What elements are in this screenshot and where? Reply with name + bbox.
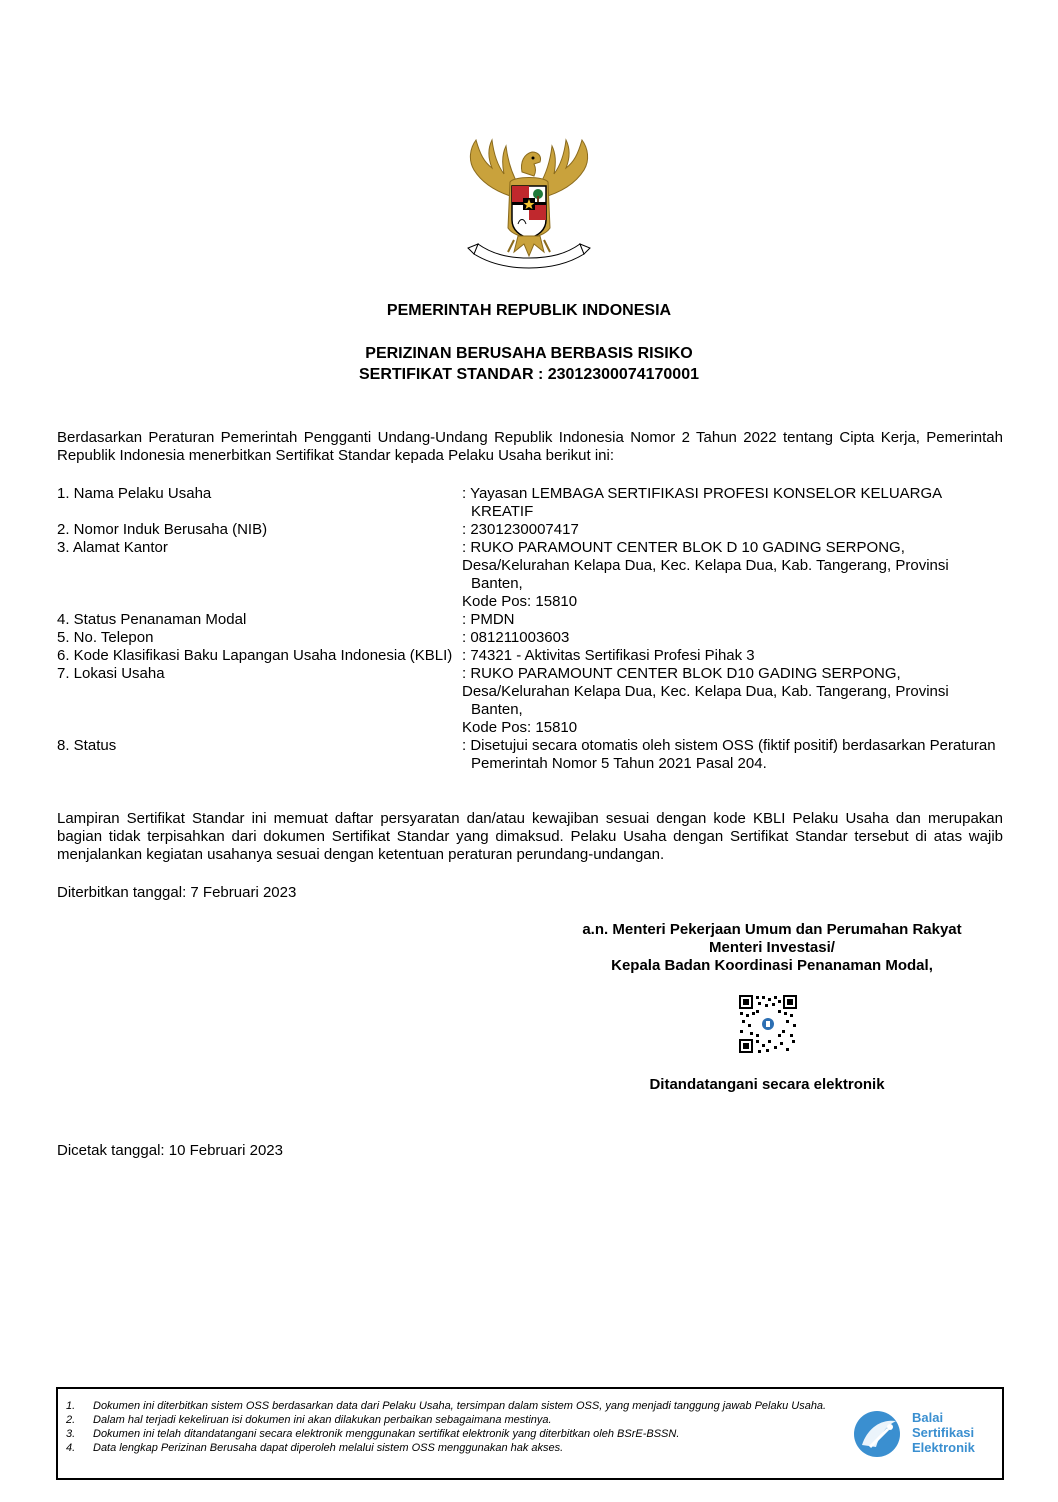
list-item (66, 1441, 856, 1455)
signer-line: Kepala Badan Koordinasi Penanaman Modal, (611, 957, 933, 974)
field-value-line: Kode Pos: 15810 (462, 593, 578, 610)
list-item (66, 1413, 856, 1427)
logo-text-line: Sertifikasi (912, 1425, 975, 1440)
garuda-emblem-icon (462, 136, 596, 276)
field-value-line: : Yayasan LEMBAGA SERTIFIKASI PROFESI KONSELOR KELUARGA KREATIF (462, 485, 942, 520)
field-row (57, 647, 1003, 665)
field-row (57, 665, 1003, 737)
field-value (462, 647, 1002, 665)
field-value (462, 539, 1002, 611)
note-number: 1. (66, 1400, 76, 1412)
footer-notes (66, 1399, 856, 1455)
field-value-line: : RUKO PARAMOUNT CENTER BLOK D 10 GADING SERPONG, (462, 539, 905, 556)
field-row (57, 539, 1003, 611)
field-label: 2. Nomor Induk Berusaha (NIB) (57, 521, 268, 538)
field-value-line: Desa/Kelurahan Kelapa Dua, Kec. Kelapa Dua, Kab. Tangerang, Provinsi Banten, (462, 557, 949, 592)
note-text: Dokumen ini telah ditandatangani secara elektronik menggunakan sertifikat elektronik yang diterbitkan oleh BSrE-BSSN. (93, 1428, 680, 1440)
field-row (57, 737, 1003, 773)
qr-code-icon (738, 994, 798, 1054)
printed-date: Dicetak tanggal: 10 Februari 2023 (57, 1142, 283, 1159)
signer-block (517, 921, 1027, 975)
field-label: 7. Lokasi Usaha (57, 665, 165, 682)
field-label: 6. Kode Klasifikasi Baku Lapangan Usaha Indonesia (KBLI) (57, 647, 453, 664)
field-value-line: : RUKO PARAMOUNT CENTER BLOK D10 GADING SERPONG, (462, 665, 901, 682)
signer-line: Menteri Investasi/ (709, 939, 835, 956)
note-number: 2. (66, 1414, 76, 1426)
note-text: Dokumen ini diterbitkan sistem OSS berdasarkan data dari Pelaku Usaha, tersimpan dalam sistem OSS, yang menjadi tanggung jawab Pelaku Usaha. (93, 1400, 827, 1412)
attachment-paragraph: Lampiran Sertifikat Standar ini memuat daftar persyaratan dan/atau kewajiban sesuai dengan kode KBLI Pelaku Usaha dan merupakan bagian tidak terpisahkan dari dokumen Sertifikat Standar yang dimaksud. Pelaku Usaha dengan Sertifikat Standar tersebut di atas wajib menjalankan kegiatan usahanya sesuai dengan ketentuan peraturan perundang-undangan. (57, 810, 1003, 863)
field-value-line: : Disetujui secara otomatis oleh sistem OSS (fiktif positif) berdasarkan Peraturan Pemerintah Nomor 5 Tahun 2021 Pasal 204. (462, 737, 996, 772)
bsre-logo-text (912, 1410, 975, 1455)
certificate-number: SERTIFIKAT STANDAR : 23012300074170001 (359, 366, 699, 383)
business-details (57, 485, 1003, 773)
field-label: 8. Status (57, 737, 117, 754)
logo-text-line: Elektronik (912, 1440, 975, 1455)
note-text: Dalam hal terjadi kekeliruan isi dokumen ini akan dilakukan perbaikan sebagaimana mestinya. (93, 1414, 552, 1426)
field-label: 5. No. Telepon (57, 629, 154, 646)
field-value (462, 611, 1002, 629)
title-line: PERIZINAN BERUSAHA BERBASIS RISIKO (365, 345, 693, 362)
intro-paragraph: Berdasarkan Peraturan Pemerintah Pengganti Undang-Undang Republik Indonesia Nomor 2 Tahun 2022 tentang Cipta Kerja, Pemerintah Republik Indonesia menerbitkan Sertifikat Standar kepada Pelaku Usaha berikut ini: (57, 429, 1003, 464)
field-row (57, 611, 1003, 629)
field-label: 1. Nama Pelaku Usaha (57, 485, 212, 502)
signer-line: a.n. Menteri Pekerjaan Umum dan Perumahan Rakyat (582, 921, 962, 938)
note-number: 4. (66, 1442, 76, 1454)
field-row (57, 485, 1003, 521)
list-item (66, 1427, 856, 1441)
note-number: 3. (66, 1428, 76, 1440)
logo-text-line: Balai (912, 1410, 944, 1425)
electronic-signature-label: Ditandatangani secara elektronik (649, 1076, 885, 1093)
field-row (57, 521, 1003, 539)
field-value (462, 737, 1002, 773)
field-value (462, 521, 1002, 539)
field-value (462, 485, 1002, 521)
government-heading: PEMERINTAH REPUBLIK INDONESIA (386, 302, 672, 319)
field-value-line: : PMDN (462, 611, 515, 628)
list-item (66, 1399, 856, 1413)
note-text: Data lengkap Perizinan Berusaha dapat diperoleh melalui sistem OSS menggunakan hak akses. (93, 1442, 564, 1454)
certificate-title (0, 343, 1058, 385)
field-value (462, 629, 1002, 647)
field-label: 4. Status Penanaman Modal (57, 611, 247, 628)
issued-date: Diterbitkan tanggal: 7 Februari 2023 (57, 884, 297, 901)
field-value-line: : 081211003603 (462, 629, 570, 646)
field-value-line: : 2301230007417 (462, 521, 579, 538)
field-value-line: : 74321 - Aktivitas Sertifikasi Profesi Pihak 3 (462, 647, 755, 664)
field-value-line: Desa/Kelurahan Kelapa Dua, Kec. Kelapa Dua, Kab. Tangerang, Provinsi Banten, (462, 683, 949, 718)
field-value-line: Kode Pos: 15810 (462, 719, 578, 736)
field-label: 3. Alamat Kantor (57, 539, 168, 556)
field-row (57, 629, 1003, 647)
field-value (462, 665, 1002, 737)
